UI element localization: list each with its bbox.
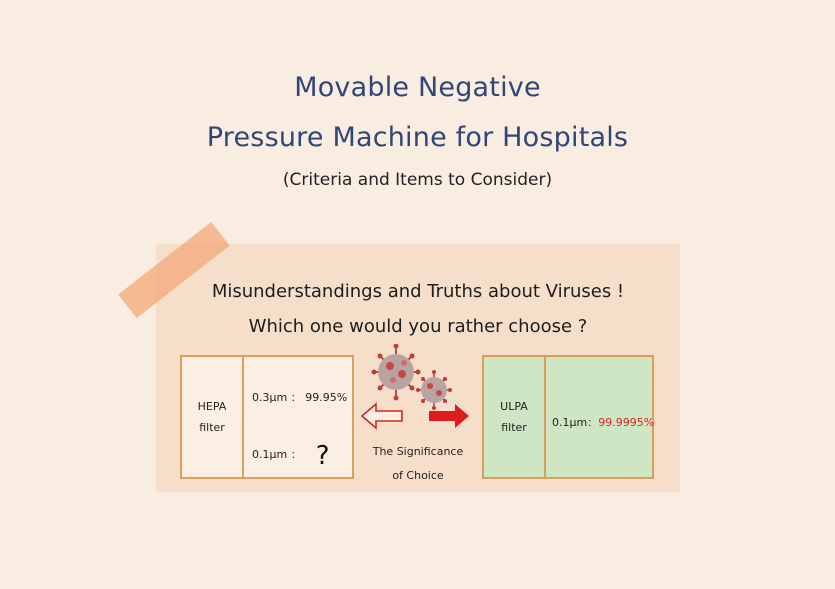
ulpa-label-cell <box>484 357 546 477</box>
choice-caption <box>361 440 475 488</box>
card-headline-1: Misunderstandings and Truths about Viruses ! <box>211 281 625 302</box>
arrow-left-outline-icon <box>360 402 404 430</box>
ulpa-name: ULPA <box>500 400 528 413</box>
ulpa-filter-box <box>482 355 654 479</box>
title-line-1: Movable Negative <box>294 72 541 103</box>
subtitle: (Criteria and Items to Consider) <box>282 170 553 190</box>
choice-caption-line-1: The Significance <box>372 445 464 458</box>
hepa-name-suffix: filter <box>199 421 225 434</box>
card-headline-2: Which one would you rather choose ? <box>248 316 588 337</box>
ulpa-row-0.1um <box>552 414 654 430</box>
title-line-2: Pressure Machine for Hospitals <box>206 122 629 153</box>
ulpa-name-suffix: filter <box>501 421 527 434</box>
arrow-right-filled-icon <box>427 402 471 430</box>
hepa-row-0.1um-label: 0.1μm ： <box>252 448 302 461</box>
hepa-value-cell <box>244 357 352 477</box>
unknown-value: ? <box>315 441 330 471</box>
hepa-name: HEPA <box>197 400 227 413</box>
hepa-row-0.3um: 0.3μm ： 99.95% <box>252 391 348 404</box>
choice-caption-line-2: of Choice <box>392 469 444 482</box>
ulpa-efficiency-value: 99.9995% <box>598 416 655 429</box>
virus-icon <box>360 344 460 410</box>
ulpa-value-cell <box>546 357 655 477</box>
ulpa-row-label: 0.1μm： <box>552 416 599 429</box>
hepa-filter-box <box>180 355 354 479</box>
hepa-label-cell <box>182 357 244 477</box>
virus-large <box>372 344 421 401</box>
hepa-row-0.1um <box>252 435 330 471</box>
